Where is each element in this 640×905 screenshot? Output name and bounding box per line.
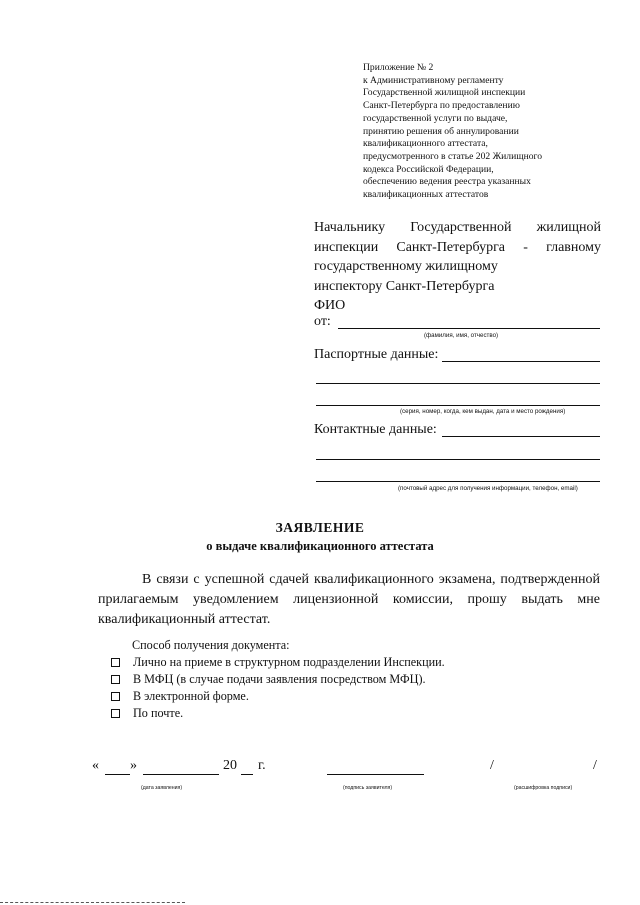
receipt-option-label: В МФЦ (в случае подачи заявления посредством МФЦ). bbox=[133, 672, 426, 686]
addressee-block bbox=[314, 218, 601, 316]
from-label: от: bbox=[314, 314, 331, 329]
receipt-option-label: По почте. bbox=[133, 706, 184, 720]
passport-input-line[interactable] bbox=[442, 361, 600, 362]
passport-input-line[interactable] bbox=[316, 405, 600, 406]
document-subtitle: о выдаче квалификационного аттестата bbox=[206, 539, 434, 553]
appendix-line: государственной услуги по выдаче, bbox=[363, 112, 508, 124]
statement-line: прилагаемым уведомлением лицензионной комиссии, прошу выдать мне bbox=[98, 592, 600, 607]
receipt-option[interactable] bbox=[98, 705, 445, 722]
date-day-line[interactable] bbox=[105, 774, 130, 775]
receipt-option[interactable] bbox=[98, 688, 445, 705]
slash-right: / bbox=[593, 758, 597, 773]
date-year-suffix: г. bbox=[258, 758, 266, 773]
document-title: ЗАЯВЛЕНИЕ bbox=[275, 520, 365, 535]
date-year-prefix: 20 bbox=[223, 758, 237, 773]
signature-line[interactable] bbox=[327, 774, 424, 775]
statement-line: квалификационный аттестат. bbox=[98, 612, 271, 627]
date-hint: (дата заявления) bbox=[141, 785, 183, 791]
addressee-name-label: ФИО bbox=[314, 298, 346, 313]
contacts-input-line[interactable] bbox=[316, 481, 600, 482]
addressee-line: государственному жилищному bbox=[314, 259, 498, 274]
contacts-input-line[interactable] bbox=[442, 436, 600, 437]
receipt-option-label: Лично на приеме в структурном подразделении Инспекции. bbox=[133, 655, 445, 669]
appendix-line: Санкт-Петербурга по предоставлению bbox=[363, 100, 520, 112]
checkbox-icon[interactable] bbox=[111, 675, 120, 684]
contacts-hint: (почтовый адрес для получения информации, телефон, email) bbox=[398, 485, 578, 492]
date-open-quote: « bbox=[92, 758, 99, 773]
receipt-option[interactable] bbox=[98, 671, 445, 688]
checkbox-icon[interactable] bbox=[111, 692, 120, 701]
date-year-line[interactable] bbox=[241, 774, 253, 775]
appendix-line: обеспечению ведения реестра указанных bbox=[363, 176, 531, 188]
receipt-option-label: В электронной форме. bbox=[133, 689, 249, 703]
addressee-line: инспекции Санкт-Петербурга - главному bbox=[314, 239, 601, 255]
from-hint: (фамилия, имя, отчество) bbox=[424, 332, 499, 339]
addressee-line: Начальнику Государственной жилищной bbox=[314, 220, 601, 235]
date-close-quote: » bbox=[130, 758, 137, 773]
statement-line: В связи с успешной сдачей квалификационного экзамена, подтвержденной bbox=[142, 572, 600, 587]
appendix-line: к Административному регламенту bbox=[363, 74, 504, 86]
date-month-line[interactable] bbox=[143, 774, 219, 775]
appendix-line: квалификационных аттестатов bbox=[363, 189, 489, 201]
appendix-line: кодекса Российской Федерации, bbox=[363, 163, 494, 175]
passport-label: Паспортные данные: bbox=[314, 347, 439, 362]
scan-edge-line bbox=[0, 902, 185, 903]
receipt-method-heading: Способ получения документа: bbox=[132, 638, 290, 652]
appendix-line: принятию решения об аннулировании bbox=[363, 125, 519, 137]
signature-hint: (подпись заявителя) bbox=[343, 785, 393, 791]
from-input-line[interactable] bbox=[338, 328, 600, 329]
passport-hint: (серия, номер, когда, кем выдан, дата и место рождения) bbox=[400, 408, 566, 415]
appendix-line: Государственной жилищной инспекции bbox=[363, 87, 526, 99]
slash-left: / bbox=[490, 758, 494, 773]
contacts-label: Контактные данные: bbox=[314, 422, 437, 437]
appendix-line: квалификационного аттестата, bbox=[363, 138, 488, 150]
checkbox-icon[interactable] bbox=[111, 658, 120, 667]
appendix-line: Приложение № 2 bbox=[363, 62, 434, 73]
addressee-line: инспектору Санкт-Петербурга bbox=[314, 278, 495, 294]
receipt-option[interactable] bbox=[98, 654, 445, 671]
statement-body bbox=[98, 570, 600, 630]
receipt-method bbox=[98, 637, 445, 722]
signature-decode-hint: (расшифровка подписи) bbox=[514, 785, 573, 791]
contacts-input-line[interactable] bbox=[316, 459, 600, 460]
appendix-line: предусмотренного в статье 202 Жилищного bbox=[363, 150, 543, 162]
passport-input-line[interactable] bbox=[316, 383, 600, 384]
appendix-header bbox=[363, 62, 603, 202]
checkbox-icon[interactable] bbox=[111, 709, 120, 718]
